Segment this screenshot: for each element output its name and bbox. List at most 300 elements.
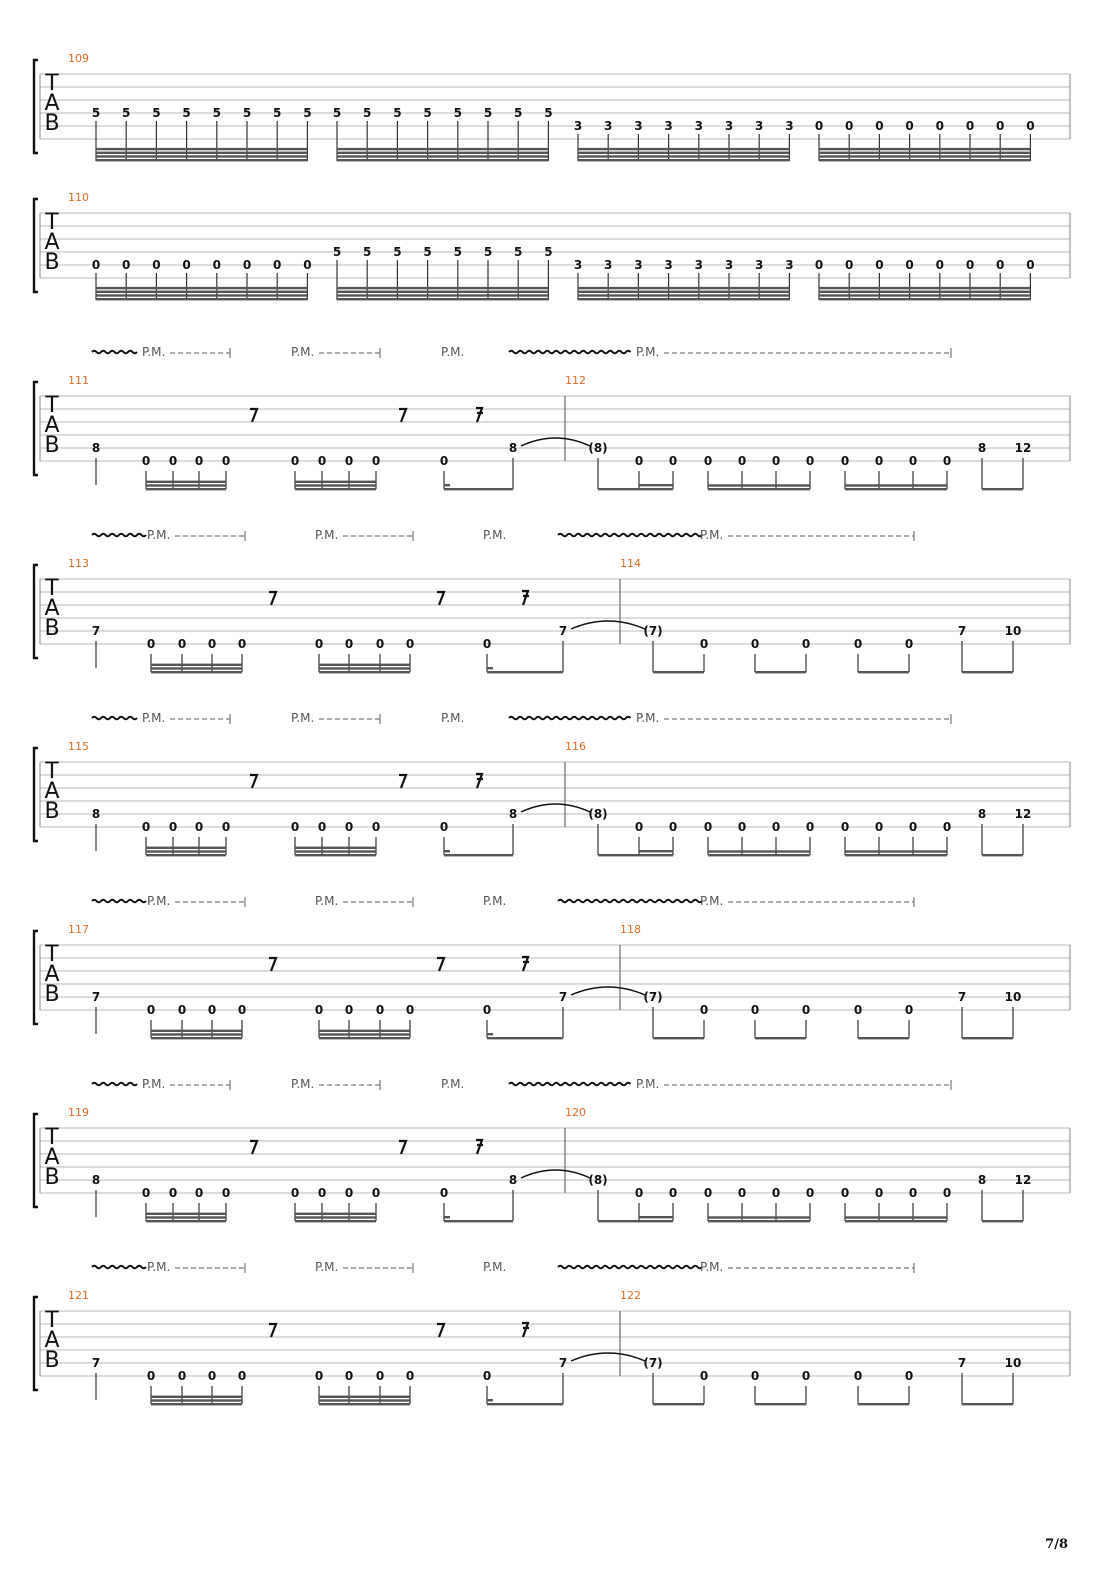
fret-number: 0	[152, 258, 161, 272]
beam	[578, 291, 789, 293]
beam	[708, 488, 810, 490]
note-group	[841, 1186, 951, 1222]
fret-number: 5	[393, 245, 402, 259]
measure-number: 116	[565, 740, 586, 753]
measure	[92, 774, 517, 856]
beam	[639, 1220, 673, 1222]
fret-number: 0	[699, 1003, 709, 1017]
fret-number: 0	[146, 637, 156, 651]
fret-number: 8	[91, 441, 101, 455]
fret-number: 5	[332, 106, 342, 120]
fret-number: 0	[344, 454, 354, 468]
fret-number: 8	[977, 1173, 987, 1187]
beam	[295, 488, 376, 490]
palm-mute-label: P.M.	[441, 345, 465, 359]
palm-mute-label: P.M.	[291, 1077, 315, 1091]
note-group	[704, 1186, 814, 1222]
fret-number: 0	[737, 454, 747, 468]
vibrato-mark	[509, 1083, 631, 1086]
beam	[858, 671, 909, 673]
system-bracket	[34, 748, 38, 841]
fret-number: 0	[737, 1186, 747, 1200]
fret-number: 8	[508, 1173, 518, 1187]
fret-number: 12	[1014, 1173, 1032, 1187]
beam	[146, 481, 226, 483]
fret-number: 5	[423, 106, 432, 120]
beam	[146, 488, 226, 490]
fret-number: 0	[237, 637, 247, 651]
beam	[578, 294, 789, 296]
note-group	[92, 258, 312, 300]
beam	[487, 1033, 493, 1035]
fret-number: 0	[814, 258, 824, 272]
fret-number: 0	[168, 1186, 178, 1200]
fret-number: 0	[194, 1186, 204, 1200]
note-group	[574, 258, 794, 300]
fret-number: 0	[874, 1186, 884, 1200]
rest-symbol	[476, 774, 483, 788]
beam	[96, 152, 307, 154]
beam	[578, 152, 789, 154]
beam	[845, 850, 947, 852]
palm-mute-label: P.M.	[636, 711, 660, 725]
fret-number: 10	[1004, 1356, 1022, 1370]
beam	[819, 298, 1030, 300]
fret-number: 0	[371, 1186, 381, 1200]
note-group	[147, 637, 246, 673]
palm-mute-label: P.M.	[315, 528, 339, 542]
beam	[146, 847, 226, 849]
fret-number: 8	[91, 1173, 101, 1187]
fret-number: 0	[750, 1003, 760, 1017]
palm-mute-label: P.M.	[700, 894, 724, 908]
fret-number: 8	[508, 807, 518, 821]
beam	[639, 1216, 673, 1218]
fret-number: 3	[573, 119, 583, 133]
palm-mute-label: P.M.	[291, 711, 315, 725]
fret-number: 5	[122, 106, 131, 120]
beam	[151, 1396, 242, 1398]
rest-symbol	[269, 592, 276, 605]
tab-clef-letter: A	[44, 91, 60, 116]
fret-number: 0	[237, 1369, 247, 1383]
fret-number: 0	[771, 454, 781, 468]
note-group	[841, 820, 951, 856]
beam	[444, 850, 450, 852]
fret-number: 0	[840, 1186, 850, 1200]
fret-number: 7	[91, 624, 101, 638]
fret-number: 3	[694, 258, 703, 272]
tie-arc	[571, 621, 645, 629]
rest-symbol	[269, 1324, 276, 1337]
rest-symbol	[250, 409, 257, 422]
beam	[151, 1033, 242, 1035]
fret-number: 7	[558, 990, 568, 1004]
fret-number: 0	[177, 1003, 187, 1017]
tab-clef-letter: B	[44, 111, 60, 136]
fret-number: 3	[573, 258, 583, 272]
palm-mute-label: P.M.	[147, 894, 171, 908]
fret-number: 0	[853, 1003, 863, 1017]
fret-number: 0	[996, 258, 1005, 272]
beam	[639, 854, 673, 856]
palm-mute-label: P.M.	[700, 1260, 724, 1274]
fret-number: 8	[977, 441, 987, 455]
fret-number: 0	[875, 258, 884, 272]
fret-number: 0	[405, 1369, 415, 1383]
fret-number: 0	[737, 820, 747, 834]
tab-system	[34, 191, 1070, 300]
tie-arc	[521, 438, 590, 446]
beam	[96, 159, 307, 161]
measure-number: 110	[68, 191, 89, 204]
tab-clef-letter: B	[44, 616, 60, 641]
beam	[819, 148, 1030, 150]
fret-number: 7	[957, 1356, 967, 1370]
beam	[845, 488, 947, 490]
palm-mute-label: P.M.	[483, 894, 507, 908]
tied-fret-number: (7)	[643, 624, 663, 638]
fret-number: 0	[177, 1369, 187, 1383]
fret-number: 10	[1004, 990, 1022, 1004]
beam	[708, 850, 810, 852]
tab-clef-letter: B	[44, 433, 60, 458]
fret-number: 0	[699, 637, 709, 651]
fret-number: 0	[801, 637, 811, 651]
beam	[845, 484, 947, 486]
fret-number: 0	[634, 454, 644, 468]
beam	[982, 1220, 1023, 1222]
beam	[578, 298, 789, 300]
page-number: 7/8	[1045, 1537, 1068, 1552]
tab-clef-letter: B	[44, 1348, 60, 1373]
fret-number: 0	[905, 119, 914, 133]
fret-number: 0	[840, 820, 850, 834]
palm-mute-label: P.M.	[700, 528, 724, 542]
fret-number: 0	[908, 820, 918, 834]
fret-number: 0	[168, 820, 178, 834]
beam	[487, 667, 493, 669]
tab-clef-letter: A	[44, 596, 60, 621]
beam	[146, 850, 226, 852]
beam	[845, 1216, 947, 1218]
beam	[96, 291, 307, 293]
beam	[337, 152, 548, 154]
tab-clef-letter: T	[45, 393, 59, 418]
measure-number: 115	[68, 740, 89, 753]
beam	[982, 488, 1023, 490]
fret-number: 5	[242, 106, 252, 120]
fret-number: 0	[221, 820, 231, 834]
fret-number: 0	[801, 1369, 811, 1383]
fret-number: 5	[182, 106, 191, 120]
fret-number: 0	[965, 119, 975, 133]
rest-symbol	[476, 408, 483, 422]
beam	[639, 484, 673, 486]
fret-number: 0	[439, 820, 449, 834]
fret-number: 5	[483, 106, 493, 120]
palm-mute-label: P.M.	[636, 1077, 660, 1091]
fret-number: 0	[996, 119, 1005, 133]
note-group	[92, 106, 312, 161]
beam	[146, 854, 226, 856]
beam	[96, 155, 307, 157]
tab-clef-letter: T	[45, 1308, 59, 1333]
note-group	[315, 637, 414, 673]
note-group	[142, 820, 230, 856]
fret-number: 0	[344, 637, 354, 651]
beam	[319, 1037, 410, 1039]
beam	[337, 291, 548, 293]
fret-number: 0	[207, 1369, 217, 1383]
fret-number: 3	[604, 119, 613, 133]
fret-number: 5	[544, 106, 553, 120]
beam	[295, 484, 376, 486]
fret-number: 5	[483, 245, 493, 259]
tab-clef-letter: A	[44, 413, 60, 438]
beam	[819, 287, 1030, 289]
tab-system	[34, 1077, 1070, 1222]
rest-symbol	[476, 1140, 483, 1154]
fret-number: 5	[514, 245, 523, 259]
tab-system	[34, 1260, 1070, 1405]
rest-symbol	[250, 1141, 257, 1154]
rest-symbol	[399, 775, 406, 788]
beam	[96, 294, 307, 296]
fret-number: 0	[317, 1186, 327, 1200]
beam	[487, 1403, 563, 1405]
note-group	[815, 119, 1035, 161]
fret-number: 7	[957, 624, 967, 638]
fret-number: 0	[668, 454, 678, 468]
palm-mute-label: P.M.	[291, 345, 315, 359]
measure-number: 121	[68, 1289, 89, 1302]
fret-number: 5	[363, 106, 372, 120]
fret-number: 0	[801, 1003, 811, 1017]
fret-number: 3	[604, 258, 613, 272]
palm-mute-label: P.M.	[441, 1077, 465, 1091]
beam	[295, 1216, 376, 1218]
beam	[819, 291, 1030, 293]
fret-number: 0	[703, 454, 713, 468]
beam	[151, 671, 242, 673]
beam	[151, 1399, 242, 1401]
fret-number: 0	[141, 1186, 151, 1200]
fret-number: 0	[344, 1003, 354, 1017]
system-bracket	[34, 565, 38, 658]
beam	[337, 155, 548, 157]
tab-clef-letter: B	[44, 799, 60, 824]
fret-number: 0	[290, 454, 300, 468]
measure	[92, 1323, 567, 1405]
note-group	[142, 1186, 230, 1222]
fret-number: 0	[935, 119, 944, 133]
note-group	[704, 454, 814, 490]
beam	[337, 294, 548, 296]
system-bracket	[34, 199, 38, 292]
fret-number: 0	[221, 1186, 231, 1200]
vibrato-mark	[92, 717, 137, 720]
fret-number: 0	[482, 637, 492, 651]
fret-number: 0	[845, 258, 854, 272]
fret-number: 0	[122, 258, 131, 272]
tied-fret-number: (7)	[643, 990, 663, 1004]
beam	[755, 1403, 806, 1405]
vibrato-mark	[509, 717, 631, 720]
palm-mute-label: P.M.	[483, 1260, 507, 1274]
palm-mute-label: P.M.	[636, 345, 660, 359]
beam	[708, 1220, 810, 1222]
rest-symbol	[437, 1324, 444, 1337]
tie-arc	[521, 804, 590, 812]
tab-clef-letter: T	[45, 759, 59, 784]
rest-symbol	[522, 591, 529, 605]
rest-symbol	[269, 958, 276, 971]
beam	[578, 159, 789, 161]
fret-number: 0	[805, 820, 815, 834]
note-group	[333, 106, 553, 161]
fret-number: 7	[558, 624, 568, 638]
beam	[146, 1213, 226, 1215]
fret-number: 0	[237, 1003, 247, 1017]
beam	[755, 671, 806, 673]
rest-symbol	[399, 409, 406, 422]
beam	[319, 1403, 410, 1405]
beam	[639, 850, 673, 852]
beam	[337, 148, 548, 150]
fret-number: 0	[874, 454, 884, 468]
fret-number: 0	[141, 454, 151, 468]
fret-number: 3	[755, 258, 764, 272]
fret-number: 0	[771, 820, 781, 834]
fret-number: 0	[405, 1003, 415, 1017]
fret-number: 0	[375, 1003, 385, 1017]
fret-number: 10	[1004, 624, 1022, 638]
beam	[319, 1033, 410, 1035]
beam	[708, 484, 810, 486]
fret-number: 0	[699, 1369, 709, 1383]
beam	[319, 664, 410, 666]
measure-number: 114	[620, 557, 641, 570]
fret-number: 3	[634, 119, 643, 133]
vibrato-mark	[92, 1266, 146, 1269]
measure	[92, 591, 567, 673]
note-group	[291, 454, 380, 490]
fret-number: 0	[182, 258, 191, 272]
fret-number: 0	[750, 637, 760, 651]
tab-system	[34, 528, 1070, 673]
fret-number: 0	[405, 637, 415, 651]
system-bracket	[34, 1114, 38, 1207]
fret-number: 0	[212, 258, 221, 272]
fret-number: 3	[724, 258, 734, 272]
fret-number: 0	[314, 1003, 324, 1017]
beam	[755, 1037, 806, 1039]
fret-number: 12	[1014, 441, 1032, 455]
fret-number: 0	[875, 119, 884, 133]
beam	[487, 671, 563, 673]
fret-number: 0	[273, 258, 282, 272]
fret-number: 5	[393, 106, 402, 120]
fret-number: 0	[805, 1186, 815, 1200]
palm-mute-label: P.M.	[147, 1260, 171, 1274]
beam	[444, 1220, 513, 1222]
note-group	[147, 1003, 246, 1039]
note-group	[142, 454, 230, 490]
beam	[295, 1220, 376, 1222]
tab-clef-letter: A	[44, 779, 60, 804]
beam	[151, 1030, 242, 1032]
measure	[92, 408, 517, 490]
fret-number: 0	[750, 1369, 760, 1383]
fret-number: 0	[242, 258, 252, 272]
fret-number: 5	[544, 245, 553, 259]
beam	[578, 287, 789, 289]
fret-number: 3	[694, 119, 703, 133]
fret-number: 0	[303, 258, 312, 272]
fret-number: 0	[91, 258, 101, 272]
fret-number: 0	[771, 1186, 781, 1200]
tied-fret-number: (8)	[588, 1173, 608, 1187]
fret-number: 0	[805, 454, 815, 468]
fret-number: 0	[874, 820, 884, 834]
fret-number: 0	[482, 1369, 492, 1383]
fret-number: 7	[957, 990, 967, 1004]
fret-number: 3	[664, 119, 673, 133]
vibrato-mark	[558, 900, 702, 903]
tab-clef-letter: T	[45, 576, 59, 601]
fret-number: 3	[755, 119, 764, 133]
fret-number: 0	[904, 1003, 914, 1017]
palm-mute-label: P.M.	[147, 528, 171, 542]
rest-symbol	[522, 1323, 529, 1337]
fret-number: 0	[207, 637, 217, 651]
palm-mute-label: P.M.	[142, 1077, 166, 1091]
tie-arc	[571, 987, 645, 995]
fret-number: 0	[908, 1186, 918, 1200]
fret-number: 0	[840, 454, 850, 468]
beam	[295, 854, 376, 856]
tab-clef-letter: B	[44, 982, 60, 1007]
beam	[319, 1399, 410, 1401]
fret-number: 0	[317, 454, 327, 468]
tab-system	[34, 894, 1070, 1039]
beam	[858, 1037, 909, 1039]
fret-number: 5	[363, 245, 372, 259]
beam	[295, 847, 376, 849]
fret-number: 5	[332, 245, 342, 259]
fret-number: 0	[314, 637, 324, 651]
beam	[708, 854, 810, 856]
measure-number: 112	[565, 374, 586, 387]
note-group	[704, 820, 814, 856]
fret-number: 8	[91, 807, 101, 821]
tied-fret-number: (8)	[588, 441, 608, 455]
beam	[962, 1403, 1013, 1405]
beam	[319, 1396, 410, 1398]
tab-clef-letter: A	[44, 1328, 60, 1353]
note-group	[815, 258, 1035, 300]
tab-clef-letter: B	[44, 1165, 60, 1190]
fret-number: 5	[453, 245, 462, 259]
fret-number: 7	[91, 990, 101, 1004]
fret-number: 0	[290, 820, 300, 834]
beam	[151, 1403, 242, 1405]
beam	[598, 488, 639, 490]
beam	[962, 671, 1013, 673]
fret-number: 0	[814, 119, 824, 133]
fret-number: 0	[942, 820, 952, 834]
